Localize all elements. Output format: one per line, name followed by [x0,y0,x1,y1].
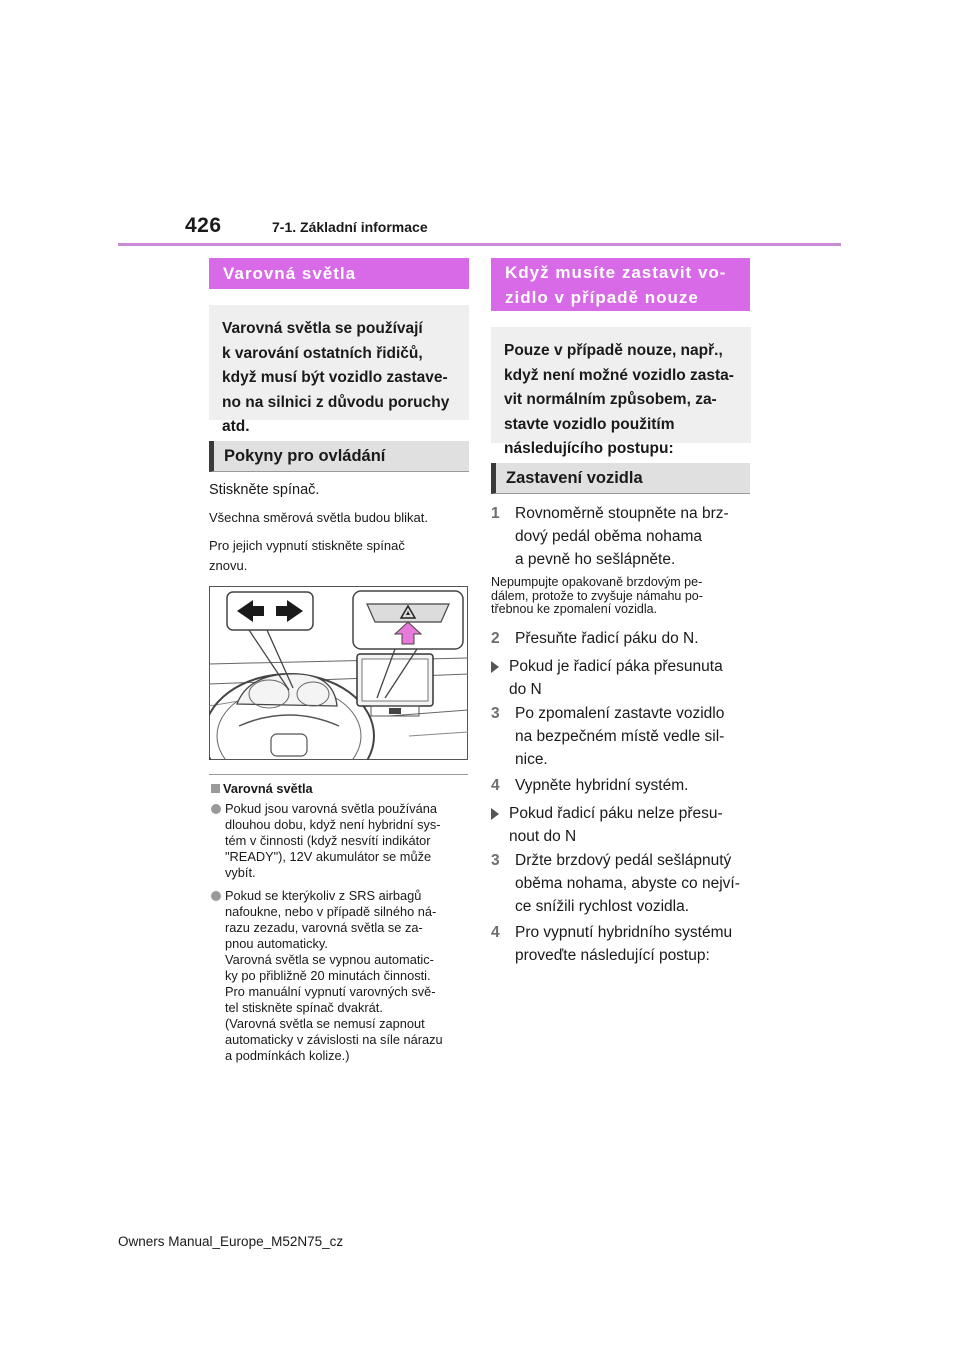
operating-instructions-heading [209,441,469,472]
bullet-line: automaticky v závislosti na síle nárazu [225,1032,443,1047]
stopping-vehicle-heading [491,463,750,494]
condition-line: nout do N [509,828,577,845]
step-number: 4 [491,777,500,794]
step-line: Pro vypnutí hybridního systému [515,924,733,941]
section-title: 7-1. Základní informace [272,219,428,235]
step-line: Po zpomalení zastavte vozidlo [515,705,725,722]
step-number: 3 [491,852,500,869]
bullet-line: nafoukne, nebo v případě silného ná- [225,904,437,919]
step-number: 2 [491,630,500,647]
all-signals-flash-text: Všechna směrová světla budou blikat. [209,510,428,525]
note-line: stavte vozidlo použitím [504,415,675,433]
turn-off-line: znovu. [209,558,248,573]
bullet-line: tel stiskněte spínač dvakrát. [225,1000,383,1015]
emergency-stop-heading-line: zidlo v případě nouze [505,287,699,307]
step-4 [491,774,751,798]
note-bullet-battery [211,801,471,881]
bullet-line: Varovná světla se vypnou automatic- [225,952,434,967]
operating-instructions-text: Pokyny pro ovládání [224,446,386,465]
step-line: nice. [515,751,548,768]
step-line: dový pedál oběma nohama [515,528,702,545]
step-line: ce snížili rychlost vozidla. [515,898,690,915]
hazard-lights-heading-text: Varovná světla [223,264,357,283]
step-3b [491,849,751,919]
press-switch-instruction: Stiskněte spínač. [209,482,320,498]
step-number: 3 [491,705,500,722]
note-line: když není možné vozidlo zasta- [504,366,734,384]
note-line: následujícího postupu: [504,440,674,457]
step-line: Vypněte hybridní systém. [515,777,689,794]
note-line: vit normálním způsobem, za- [504,391,717,408]
notes-heading-text: Varovná světla [223,781,313,796]
step-3 [491,702,751,772]
notes-divider [209,774,468,775]
turn-off-text [209,536,405,576]
bullet-line: (Varovná světla se nemusí zapnout [225,1016,425,1031]
note-bullet-airbag [211,888,471,1064]
bullet-line: ky po přibližně 20 minutách činnosti. [225,968,431,983]
bullet-line: tém v činnosti (když nesvítí indikátor [225,833,431,848]
step-line: proveďte následující postup: [515,947,710,964]
step-line: oběma nohama, abyste co nejví- [515,875,740,892]
page-number: 426 [185,214,222,237]
bullet-line: Pokud jsou varovná světla používána [225,801,437,816]
step-line: na bezpečném místě vedle sil- [515,728,725,745]
bullet-line: razu zezadu, varovná světla se za- [225,920,423,935]
emergency-stop-heading-line: Když musíte zastavit vo- [505,262,727,282]
bullet-line: vybít. [225,865,256,880]
bullet-line: a podmínkách kolize.) [225,1048,350,1063]
step-1 [491,502,751,572]
emergency-stop-note [491,327,751,457]
condition-cannot-shift [491,802,751,848]
step-line: Přesuňte řadicí páku do N. [515,630,699,647]
hazard-switch-illustration [209,586,468,760]
condition-line: Pokud je řadicí páka přesunuta [509,658,723,675]
step-note-line: Nepumpujte opakovaně brzdovým pe- [491,575,703,589]
note-line: no na silnici z důvodu poruchy [222,393,450,411]
condition-line: Pokud řadicí páku nelze přesu- [509,805,723,822]
note-line: když musí být vozidlo zastave- [222,369,448,386]
step-number: 1 [491,505,500,522]
note-line: atd. [222,418,250,435]
step-1-note [491,576,703,617]
step-note-line: dálem, protože to zvyšuje námahu po- [491,588,703,603]
square-bullet-icon [211,784,220,793]
bullet-line: Pro manuální vypnutí varovných svě- [225,984,436,999]
step-number: 4 [491,924,500,941]
bullet-line: pnou automaticky. [225,936,328,951]
bullet-line: Pokud se kterýkoliv z SRS airbagů [225,888,422,903]
step-line: Rovnoměrně stoupněte na brz- [515,505,729,522]
condition-line: do N [509,681,542,698]
step-line: a pevně ho sešlápněte. [515,551,676,568]
bullet-line: "READY"), 12V akumulátor se může [225,849,432,864]
header-rule [118,243,841,246]
emergency-stop-heading [491,258,750,311]
triangle-bullet-icon [491,808,499,820]
bullet-dot-icon [211,804,221,814]
step-4b [491,921,751,967]
note-line: k varování ostatních řidičů, [222,344,423,362]
note-line: Varovná světla se používají [222,320,423,337]
bullet-line: dlouhou dobu, když není hybridní sys- [225,817,441,832]
notes-heading [211,781,313,796]
turn-off-line: Pro jejich vypnutí stiskněte spínač [209,538,405,553]
hazard-lights-note [209,305,469,435]
bullet-dot-icon [211,891,221,901]
triangle-bullet-icon [491,661,499,673]
step-note-line: třebnou ke zpomalení vozidla. [491,602,658,616]
stopping-vehicle-text: Zastavení vozidla [506,468,643,487]
condition-shift-to-n [491,655,751,701]
hazard-lights-heading [209,258,469,289]
step-2 [491,627,751,651]
note-line: Pouze v případě nouze, např., [504,342,723,359]
step-line: Držte brzdový pedál sešlápnutý [515,852,732,869]
footer-manual-id: Owners Manual_Europe_M52N75_cz [118,1234,344,1249]
